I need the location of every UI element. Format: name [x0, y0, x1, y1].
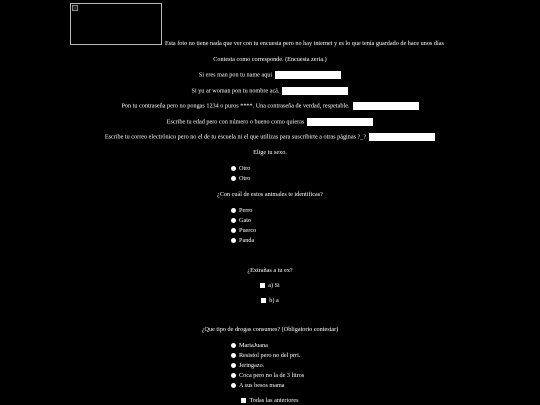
broken-image-icon: [72, 5, 78, 11]
age-label: Escribe tu edad pero con número o bueno como quieras: [166, 118, 305, 126]
animal-question: ¿Con cuál de estos animales te identificas?: [217, 191, 323, 198]
age-input[interactable]: [307, 118, 373, 126]
checkbox-icon[interactable]: [241, 398, 246, 403]
animal-option[interactable]: Panda: [231, 237, 254, 244]
radio-icon[interactable]: [231, 218, 236, 223]
drugs-option[interactable]: Coca pero no la de 3 litros: [231, 372, 304, 379]
ex-option[interactable]: a) Si: [0, 282, 540, 289]
drugs-option[interactable]: MariaJuana: [231, 342, 268, 349]
checkbox-icon[interactable]: [260, 283, 265, 288]
email-row: [0, 133, 540, 141]
radio-icon[interactable]: [231, 176, 236, 181]
name-woman-label: Si yu ar woman pon tu nombre acá.: [191, 87, 280, 95]
email-input[interactable]: [369, 133, 435, 141]
animal-option[interactable]: Perro: [231, 207, 252, 214]
name-man-label: Si eres man pon tu name aqui: [198, 71, 273, 79]
radio-icon[interactable]: [231, 383, 236, 388]
radio-icon[interactable]: [231, 343, 236, 348]
checkbox-icon[interactable]: [261, 298, 266, 303]
drugs-option[interactable]: Resistol pero no del prri.: [231, 352, 300, 359]
drugs-option[interactable]: Jeringazo.: [231, 362, 264, 369]
name-woman-row: [0, 87, 540, 95]
intro-text: Esta foto no tiene nada que ver con tu encuesta pero no hay internet y es lo que tenía guardado de hace unos días: [165, 40, 444, 47]
subtitle: Contesta como corresponde. (Encuesta zeria.): [213, 56, 327, 63]
drugs-question: ¿Que tipo de drogas consumes? (Obligatorio contestar): [201, 326, 339, 333]
sex-option[interactable]: Otro: [231, 175, 250, 182]
animal-option[interactable]: Puerco: [231, 227, 256, 234]
ex-question: ¿Extrañas a tu ex?: [247, 267, 293, 274]
password-input[interactable]: [353, 102, 419, 110]
age-row: [0, 118, 540, 126]
name-man-input[interactable]: [275, 71, 341, 79]
password-label: Pon tu contraseña pero no pongas 1234 o puros ****. Una contraseña de verdad, respetable.: [121, 102, 350, 110]
name-man-row: [0, 71, 540, 79]
name-woman-input[interactable]: [282, 87, 348, 95]
radio-icon[interactable]: [231, 228, 236, 233]
sex-question: Elige tu sexo.: [253, 149, 287, 156]
drugs-option[interactable]: A sus besos mama: [231, 382, 285, 389]
radio-icon[interactable]: [231, 363, 236, 368]
radio-icon[interactable]: [231, 373, 236, 378]
radio-icon[interactable]: [231, 238, 236, 243]
drugs-all-option[interactable]: Todas las anteriores: [0, 397, 540, 404]
sex-option[interactable]: Otro: [231, 165, 250, 172]
radio-icon[interactable]: [231, 353, 236, 358]
radio-icon[interactable]: [231, 208, 236, 213]
ex-option[interactable]: b) a: [0, 297, 540, 304]
animal-option[interactable]: Gato: [231, 217, 251, 224]
email-label: Escribe tu correo electrónico pero no el de tu escuela ni el que utilizas para suscribirte a otras páginas ?_?: [104, 133, 367, 141]
radio-icon[interactable]: [231, 166, 236, 171]
broken-image: [70, 3, 162, 45]
password-row: [0, 102, 540, 110]
